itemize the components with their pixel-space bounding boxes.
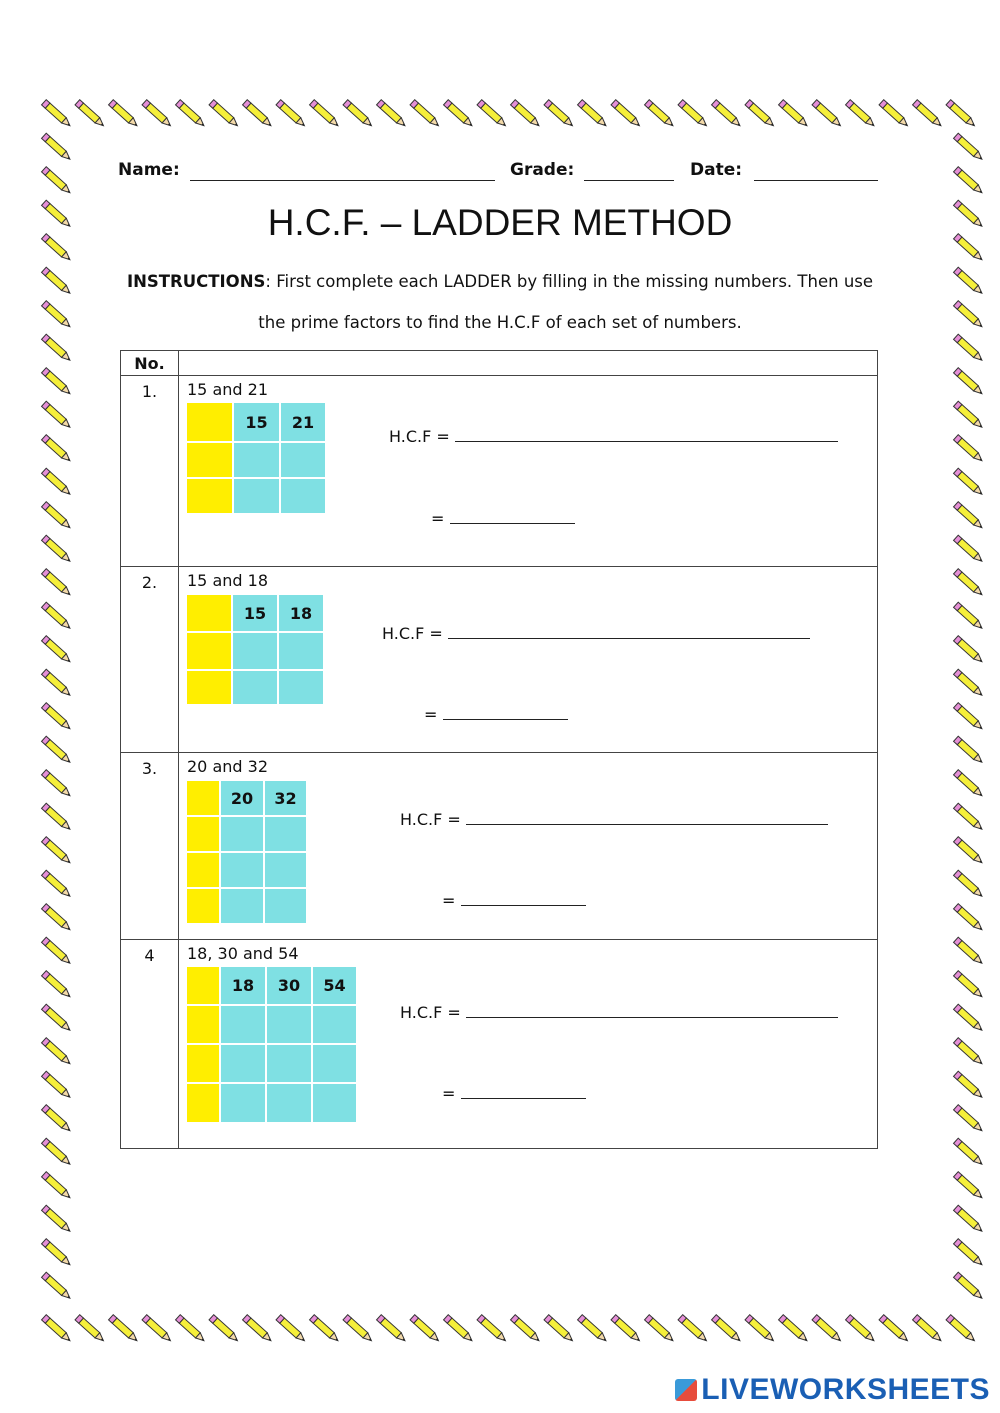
ladder-answer-cell[interactable] xyxy=(265,889,306,923)
pencil-icon xyxy=(913,1315,944,1344)
pencil-icon xyxy=(343,1315,374,1344)
pencil-icon xyxy=(42,870,73,899)
brand-text: LIVEWORKSHEETS xyxy=(701,1373,990,1406)
ladder-answer-cell[interactable] xyxy=(233,671,277,704)
pencil-icon xyxy=(42,133,73,162)
pencil-icon xyxy=(310,100,341,129)
ladder-answer-cell[interactable] xyxy=(313,1045,356,1082)
hcf-result-field[interactable] xyxy=(461,891,586,906)
pencil-icon xyxy=(954,1138,985,1167)
ladder-answer-cell[interactable] xyxy=(267,1006,311,1043)
ladder-answer-cell[interactable] xyxy=(221,1084,265,1122)
pencil-icon xyxy=(954,1004,985,1033)
hcf-result-field[interactable] xyxy=(450,509,575,524)
equals-label: = xyxy=(424,705,438,724)
ladder-number-cell: 15 xyxy=(234,403,279,441)
pencil-icon xyxy=(75,1315,106,1344)
pencil-icon xyxy=(209,1315,240,1344)
pencil-icon xyxy=(954,669,985,698)
pencil-icon xyxy=(444,100,475,129)
ladder-answer-cell[interactable] xyxy=(267,1084,311,1122)
pencil-icon xyxy=(913,100,944,129)
pencil-icon xyxy=(954,569,985,598)
pencil-icon xyxy=(678,100,709,129)
pencil-icon xyxy=(954,736,985,765)
ladder-answer-cell[interactable] xyxy=(281,479,325,513)
pencil-icon xyxy=(42,569,73,598)
pencil-icon xyxy=(954,703,985,732)
pencil-icon xyxy=(954,1239,985,1268)
hcf-label: H.C.F = xyxy=(382,624,443,643)
hcf-result-line xyxy=(431,509,575,528)
pencil-icon xyxy=(42,334,73,363)
question-label: 20 and 32 xyxy=(187,757,268,776)
pencil-icon xyxy=(243,1315,274,1344)
ladder-number-cell: 18 xyxy=(279,595,323,631)
ladder-divisor-cell[interactable] xyxy=(187,781,219,815)
hcf-answer-field[interactable] xyxy=(466,810,828,825)
pencil-icon xyxy=(846,100,877,129)
pencil-icon xyxy=(954,535,985,564)
pencil-icon xyxy=(812,1315,843,1344)
pencil-icon xyxy=(42,502,73,531)
pencil-icon xyxy=(410,1315,441,1344)
pencil-icon xyxy=(954,1205,985,1234)
pencil-icon xyxy=(954,904,985,933)
hcf-line xyxy=(382,624,810,643)
hcf-result-line xyxy=(442,1084,586,1103)
pencil-icon xyxy=(42,267,73,296)
pencil-icon xyxy=(42,602,73,631)
pencil-icon xyxy=(745,100,776,129)
pencil-icon xyxy=(109,1315,140,1344)
ladder-answer-cell[interactable] xyxy=(313,1006,356,1043)
ladder-divisor-cell[interactable] xyxy=(187,1084,219,1122)
pencil-icon xyxy=(42,1315,73,1344)
ladder-divisor-cell[interactable] xyxy=(187,889,219,923)
pencil-icon xyxy=(75,100,106,129)
grade-label: Grade: xyxy=(510,160,575,180)
ladder-divisor-cell[interactable] xyxy=(187,1045,219,1082)
pencil-icon xyxy=(645,1315,676,1344)
pencil-icon xyxy=(42,468,73,497)
question-number: 3. xyxy=(141,759,158,778)
ladder-answer-cell[interactable] xyxy=(221,1045,265,1082)
pencil-icon xyxy=(343,100,374,129)
pencil-icon xyxy=(954,636,985,665)
grade-field[interactable] xyxy=(584,180,674,181)
hcf-result-line xyxy=(424,705,568,724)
pencil-icon xyxy=(42,736,73,765)
hcf-line xyxy=(389,427,838,446)
question-row xyxy=(121,753,878,940)
pencil-icon xyxy=(176,1315,207,1344)
pencil-icon xyxy=(954,1172,985,1201)
pencil-icon xyxy=(946,100,977,129)
ladder-answer-cell[interactable] xyxy=(279,633,323,669)
ladder-number-cell: 18 xyxy=(221,967,265,1004)
equals-label: = xyxy=(442,1084,456,1103)
ladder-grid xyxy=(187,595,323,704)
pencil-icon xyxy=(954,1038,985,1067)
ladder-answer-cell[interactable] xyxy=(233,633,277,669)
pencil-icon xyxy=(779,100,810,129)
ladder-divisor-cell[interactable] xyxy=(187,853,219,887)
pencil-icon xyxy=(276,100,307,129)
pencil-icon xyxy=(954,133,985,162)
pencil-icon xyxy=(645,100,676,129)
pencil-icon xyxy=(142,100,173,129)
question-row xyxy=(121,376,878,567)
pencil-icon xyxy=(42,770,73,799)
date-label: Date: xyxy=(690,160,743,180)
pencil-icon xyxy=(42,435,73,464)
pencil-icon xyxy=(42,803,73,832)
pencil-icon xyxy=(42,703,73,732)
column-header-blank xyxy=(179,351,878,376)
hcf-answer-field[interactable] xyxy=(466,1003,838,1018)
pencil-icon xyxy=(42,368,73,397)
pencil-icon xyxy=(879,100,910,129)
student-info-line xyxy=(118,160,888,186)
question-label: 18, 30 and 54 xyxy=(187,944,299,963)
ladder-answer-cell[interactable] xyxy=(279,671,323,704)
pencil-icon xyxy=(954,1272,985,1301)
pencil-icon xyxy=(42,1239,73,1268)
pencil-icon xyxy=(42,167,73,196)
ladder-divisor-cell[interactable] xyxy=(187,817,219,851)
logo-icon xyxy=(675,1379,697,1401)
ladder-divisor-cell[interactable] xyxy=(187,479,232,513)
pencil-icon xyxy=(477,100,508,129)
pencil-icon xyxy=(954,468,985,497)
pencil-icon xyxy=(310,1315,341,1344)
name-field[interactable] xyxy=(190,180,495,181)
pencil-icon xyxy=(42,535,73,564)
pencil-icon xyxy=(946,1315,977,1344)
pencil-icon xyxy=(954,401,985,430)
pencil-icon xyxy=(879,1315,910,1344)
pencil-icon xyxy=(954,502,985,531)
hcf-answer-field[interactable] xyxy=(455,427,838,442)
ladder-number-cell: 30 xyxy=(267,967,311,1004)
ladder-divisor-cell[interactable] xyxy=(187,595,231,631)
hcf-answer-field[interactable] xyxy=(448,624,810,639)
ladder-grid xyxy=(187,781,306,923)
pencil-icon xyxy=(712,100,743,129)
pencil-icon xyxy=(42,1071,73,1100)
hcf-line xyxy=(400,1003,838,1022)
pencil-icon xyxy=(544,100,575,129)
date-field[interactable] xyxy=(754,180,878,181)
pencil-icon xyxy=(209,100,240,129)
pencil-icon xyxy=(243,100,274,129)
pencil-icon xyxy=(42,100,73,129)
pencil-icon xyxy=(276,1315,307,1344)
pencil-icon xyxy=(42,1138,73,1167)
instructions-line-1 xyxy=(110,272,890,291)
ladder-answer-cell[interactable] xyxy=(313,1084,356,1122)
column-header-no: No. xyxy=(121,351,179,376)
pencil-icon xyxy=(954,1071,985,1100)
liveworksheets-logo xyxy=(675,1373,990,1407)
pencil-icon xyxy=(954,971,985,1000)
pencil-icon xyxy=(954,602,985,631)
pencil-icon xyxy=(954,803,985,832)
ladder-answer-cell[interactable] xyxy=(221,1006,265,1043)
pencil-icon xyxy=(410,100,441,129)
pencil-icon xyxy=(42,1004,73,1033)
pencil-icon xyxy=(109,100,140,129)
instructions-text-1: : First complete each LADDER by filling in the missing numbers. Then use xyxy=(265,272,874,291)
pencil-icon xyxy=(954,435,985,464)
ladder-number-cell: 54 xyxy=(313,967,356,1004)
ladder-number-cell: 20 xyxy=(221,781,263,815)
pencil-icon xyxy=(42,837,73,866)
question-number: 1. xyxy=(141,382,158,401)
questions-table xyxy=(120,350,878,1149)
hcf-label: H.C.F = xyxy=(400,810,461,829)
hcf-line xyxy=(400,810,828,829)
pencil-icon xyxy=(678,1315,709,1344)
pencil-icon xyxy=(954,837,985,866)
ladder-divisor-cell[interactable] xyxy=(187,967,219,1004)
pencil-icon xyxy=(954,1105,985,1134)
pencil-icon xyxy=(142,1315,173,1344)
pencil-icon xyxy=(477,1315,508,1344)
pencil-icon xyxy=(954,368,985,397)
pencil-icon xyxy=(42,1272,73,1301)
pencil-icon xyxy=(42,301,73,330)
pencil-icon xyxy=(954,770,985,799)
ladder-grid xyxy=(187,403,325,513)
ladder-divisor-cell[interactable] xyxy=(187,403,232,441)
hcf-result-field[interactable] xyxy=(443,705,568,720)
pencil-icon xyxy=(42,971,73,1000)
pencil-icon xyxy=(812,100,843,129)
hcf-label: H.C.F = xyxy=(389,427,450,446)
pencil-icon xyxy=(954,334,985,363)
pencil-icon xyxy=(42,401,73,430)
pencil-icon xyxy=(444,1315,475,1344)
ladder-number-cell: 15 xyxy=(233,595,277,631)
ladder-answer-cell[interactable] xyxy=(265,817,306,851)
pencil-icon xyxy=(578,100,609,129)
pencil-icon xyxy=(611,100,642,129)
question-row xyxy=(121,940,878,1149)
pencil-icon xyxy=(42,1105,73,1134)
instructions-label: INSTRUCTIONS xyxy=(126,272,266,291)
pencil-icon xyxy=(578,1315,609,1344)
ladder-answer-cell[interactable] xyxy=(234,479,279,513)
question-label: 15 and 18 xyxy=(187,571,268,590)
pencil-icon xyxy=(954,937,985,966)
pencil-icon xyxy=(42,1172,73,1201)
pencil-icon xyxy=(954,870,985,899)
pencil-icon xyxy=(511,1315,542,1344)
ladder-answer-cell[interactable] xyxy=(234,443,279,477)
ladder-answer-cell[interactable] xyxy=(265,853,306,887)
pencil-icon xyxy=(377,1315,408,1344)
pencil-icon xyxy=(954,167,985,196)
pencil-icon xyxy=(712,1315,743,1344)
pencil-icon xyxy=(846,1315,877,1344)
ladder-number-cell: 32 xyxy=(265,781,306,815)
pencil-icon xyxy=(745,1315,776,1344)
ladder-grid xyxy=(187,967,356,1122)
pencil-icon xyxy=(176,100,207,129)
ladder-number-cell: 21 xyxy=(281,403,325,441)
pencil-icon xyxy=(42,1038,73,1067)
pencil-icon xyxy=(42,669,73,698)
ladder-divisor-cell[interactable] xyxy=(187,443,232,477)
pencil-icon xyxy=(544,1315,575,1344)
name-label: Name: xyxy=(118,160,180,180)
ladder-answer-cell[interactable] xyxy=(221,817,263,851)
question-row xyxy=(121,567,878,753)
ladder-divisor-cell[interactable] xyxy=(187,633,231,669)
equals-label: = xyxy=(431,509,445,528)
table-header-row xyxy=(121,351,878,376)
pencil-icon xyxy=(377,100,408,129)
question-number: 2. xyxy=(141,573,158,592)
pencil-icon xyxy=(42,904,73,933)
pencil-icon xyxy=(611,1315,642,1344)
question-number: 4 xyxy=(144,946,155,965)
pencil-icon xyxy=(779,1315,810,1344)
hcf-label: H.C.F = xyxy=(400,1003,461,1022)
ladder-answer-cell[interactable] xyxy=(221,853,263,887)
equals-label: = xyxy=(442,891,456,910)
pencil-icon xyxy=(42,1205,73,1234)
question-label: 15 and 21 xyxy=(187,380,268,399)
pencil-icon xyxy=(42,636,73,665)
pencil-icon xyxy=(954,267,985,296)
hcf-result-field[interactable] xyxy=(461,1084,586,1099)
ladder-divisor-cell[interactable] xyxy=(187,671,231,704)
ladder-answer-cell[interactable] xyxy=(281,443,325,477)
instructions-line-2: the prime factors to find the H.C.F of each set of numbers. xyxy=(258,313,742,332)
page-title: H.C.F. – LADDER METHOD xyxy=(267,202,733,243)
pencil-icon xyxy=(954,301,985,330)
ladder-answer-cell[interactable] xyxy=(267,1045,311,1082)
ladder-answer-cell[interactable] xyxy=(221,889,263,923)
ladder-divisor-cell[interactable] xyxy=(187,1006,219,1043)
pencil-icon xyxy=(42,937,73,966)
hcf-result-line xyxy=(442,891,586,910)
pencil-icon xyxy=(511,100,542,129)
